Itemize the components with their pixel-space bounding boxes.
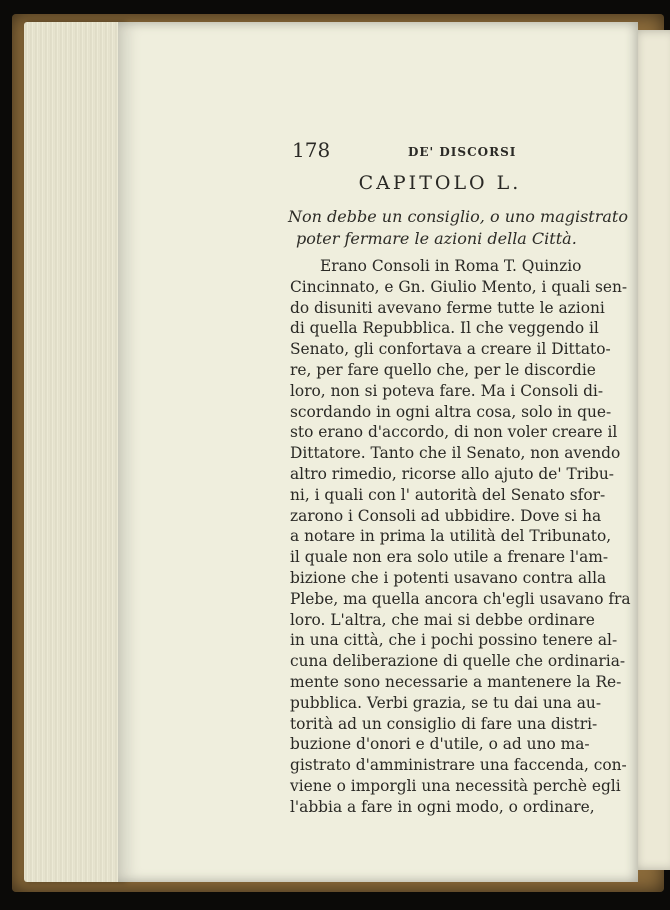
text-line: ni, i quali con l' autorità del Senato sfor- <box>290 485 606 504</box>
text-line: il quale non era solo utile a frenare l'am- <box>290 548 609 567</box>
chapter-subtitle <box>288 206 638 250</box>
text-line: buzione d'onori e d'utile, o ad uno ma- <box>290 735 590 754</box>
text-line: mente sono necessarie a mantenere la Re- <box>290 672 622 691</box>
page-edges <box>24 22 124 882</box>
text-line: zarono i Consoli ad ubbidire. Dove si ha <box>290 506 602 525</box>
page-number: 178 <box>292 138 331 162</box>
text-line: do disuniti avevano ferme tutte le azioni <box>290 298 605 317</box>
body-text <box>290 256 640 818</box>
running-head: DE' DISCORSI <box>408 145 517 159</box>
text-line: torità ad un consiglio di fare una distri- <box>290 714 598 733</box>
text-line: scordando in ogni altra cosa, solo in que- <box>290 402 612 421</box>
text-line: gistrato d'amministrare una faccenda, con- <box>290 756 627 775</box>
text-line: sto erano d'accordo, di non voler creare il <box>290 423 618 442</box>
text-line: altro rimedio, ricorse allo ajuto de' Tribu- <box>290 464 614 483</box>
text-line: Erano Consoli in Roma T. Quinzio <box>320 257 582 275</box>
text-line: Cincinnato, e Gn. Giulio Mento, i quali sen- <box>290 277 628 296</box>
text-line: di quella Repubblica. Il che veggendo il <box>290 319 599 338</box>
text-line: viene o imporgli una necessità perchè egli <box>290 776 621 795</box>
text-line: Dittatore. Tanto che il Senato, non avendo <box>290 444 621 463</box>
text-line: l'abbia a fare in ogni modo, o ordinare, <box>290 797 595 816</box>
text-line: loro. L'altra, che mai si debbe ordinare <box>290 610 595 629</box>
subtitle-line: Non debbe un consiglio, o uno magistrato <box>288 207 628 226</box>
text-line: pubblica. Verbi grazia, se tu dai una au- <box>290 693 602 712</box>
text-line: Plebe, ma quella ancora ch'egli usavano fra <box>290 589 631 608</box>
chapter-title: CAPITOLO L. <box>358 172 522 194</box>
text-line: a notare in prima la utilità del Tribunato, <box>290 527 612 546</box>
text-line: bizione che i potenti usavano contra alla <box>290 568 607 587</box>
text-line: Senato, gli confortava a creare il Dittato- <box>290 340 611 359</box>
subtitle-line: poter fermare le azioni della Città. <box>296 229 577 248</box>
text-line: loro, non si poteva fare. Ma i Consoli di- <box>290 381 604 400</box>
text-line: in una città, che i pochi possino tenere al- <box>290 631 618 650</box>
text-line: cuna deliberazione di quelle che ordinaria- <box>290 652 626 671</box>
text-line: re, per fare quello che, per le discordie <box>290 360 596 379</box>
